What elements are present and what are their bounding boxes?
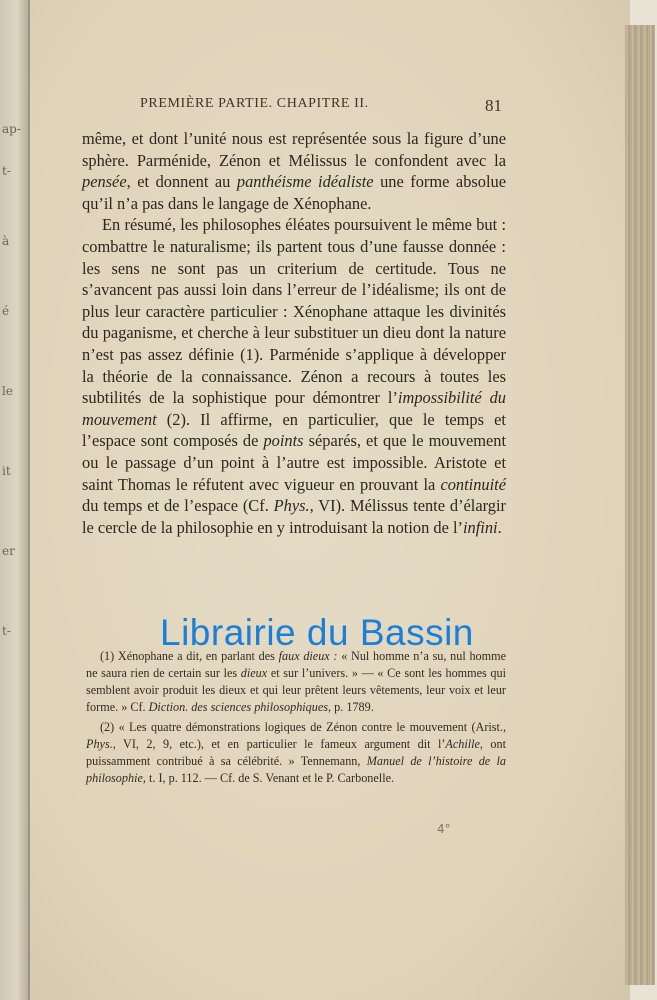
footnote-1 [86,648,506,716]
text-run: séparés, et que le mouvement ou le passage d’un point à l’autre est impossible. Aristote et saint Thomas le réfutent avec vigueur en prouvant la [82,431,507,494]
pencil-mark: 4° [437,822,451,836]
paragraph-2 [82,214,506,538]
page-number: 81 [485,96,502,115]
main-text [82,128,506,538]
italic-run: Phys. [273,496,310,516]
left-page-fragment: à [2,234,10,248]
text-run: , et donnent au [126,172,237,192]
text-run: , p. 1789. [328,700,374,714]
text-run: même, et dont l’unité nous est représentée sous la figure d’une sphère. Parménide, Zénon et Mélissus le confondent avec la [82,129,506,170]
text-run: , t. I, p. 112. — Cf. de S. Venant et le P. Carbonelle. [142,771,395,785]
italic-run: continuité [440,474,506,494]
italic-run: dieux [240,666,268,680]
text-run: (2) « Les quatre démonstrations logiques de Zénon contre le mouvement (Arist., [100,720,506,734]
italic-run: pensée [82,172,127,192]
italic-run: panthéisme idéaliste [236,172,374,192]
text-run: « Nul homme n’a su, nul homme ne saura rien de certain sur les [86,649,507,680]
italic-run: Manuel de l’histoire de la philosophie [86,754,507,785]
paragraph-1 [82,128,506,214]
footnote-2 [86,719,506,787]
running-head: PREMIÈRE PARTIE. CHAPITRE II. [140,96,369,111]
left-page-fragment: t- [2,164,11,178]
left-page-fragment: é [2,304,10,318]
text-run: En résumé, les philosophes éléates poursuivent le même but : combattre le naturalisme; ils partent tous d’une fausse donnée : les sens ne sont pas un criterium de certitude. Tous ne s’avancent pas aussi loin dans l’erreur de l’idéalisme; ils ont de plus leur caractère particulier : Xénophane attaque les divinités du paganisme, et cherche à leur substituer un dieu dont la nature n’est pas assez définie (1). Parménide s’applique à développer la théorie de la connaissance. Zénon a recours à toutes les subtilités de la sophistique pour démontrer l’ [82,215,506,408]
italic-run: points [263,431,304,451]
watermark: Librairie du Bassin [160,612,474,653]
text-run: , ont puissamment contribué à sa célébrité. » Tennemann, [86,737,506,768]
left-page-fragment: le [2,384,13,398]
left-page-fragment: t- [2,624,11,638]
text-run: (1) Xénophane a dit, en parlant des [100,649,279,663]
italic-run: Achille [445,737,480,751]
text-run: . [497,517,502,537]
text-run: , VI, 2, 9, etc.), et en particulier le fameux argument dit l’ [112,737,446,751]
left-page-fragment: ap- [2,122,21,136]
italic-run: Phys. [86,737,113,751]
page-stack-edge [625,25,655,985]
italic-run: infini [462,517,498,537]
footnotes [86,648,506,790]
text-run: une forme absolue qu’il n’a pas dans le langage de Xénophane. [82,172,506,213]
left-page-fragment: er [2,544,15,558]
left-page-fragment: it [2,464,11,478]
text-run: du temps et de l’espace (Cf. [82,496,274,516]
left-page-edge [0,0,30,1000]
italic-run: impossibilité du mouvement [82,388,506,429]
italic-run: Diction. des sciences philosophiques [148,700,329,714]
italic-run: faux dieux : [278,649,338,663]
text-run: , VI). Mélissus tente d’élargir le cercle de la philosophie en y introduisant la notion de l’ [82,496,506,537]
text-run: et sur l’univers. » — « Ce sont les hommes qui semblent avoir produit les dieux et qui leur prêtent leurs vêtements, leur voix et leur forme. » Cf. [86,666,506,714]
text-run: (2). Il affirme, en particulier, que le temps et l’espace sont composés de [82,409,506,451]
